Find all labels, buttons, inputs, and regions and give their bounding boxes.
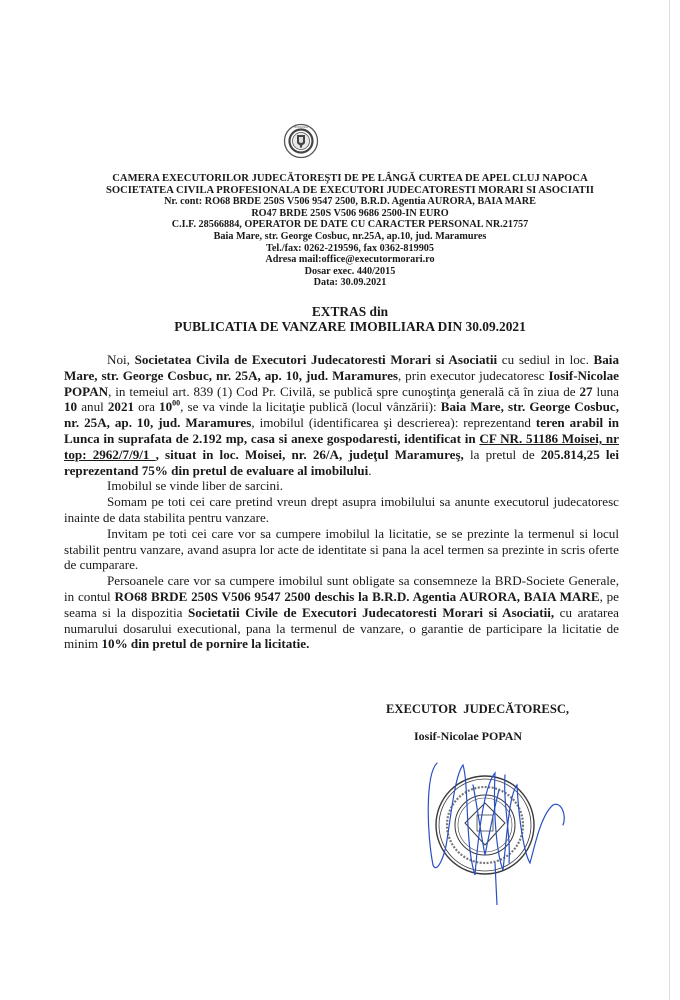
title-line-1: EXTRAS din <box>311 304 389 319</box>
letterhead-chamber: CAMERA EXECUTORILOR JUDECĂTOREŞTI DE PE LÂNGĂ CURTEA DE APEL CLUJ NAPOCA <box>112 173 588 184</box>
letterhead-date: Data: 30.09.2021 <box>313 277 387 289</box>
letterhead-address: Baia Mare, str. George Cosbuc, nr.25A, ap.10, jud. Maramures <box>213 230 487 242</box>
text: ora <box>134 399 160 415</box>
land-registry-reference: CF NR. 51186 Moisei, nr top: 2962/7/9/1 <box>64 430 619 462</box>
property-description: teren arabil in Lunca in suprafata de 2.192 mp, casa si anexe gospodaresti, identificat in <box>64 415 619 446</box>
text: , in temeiul art. 839 (1) Cod Pr. Civilă, se publică spre cunoştinţa generală că în ziua de <box>108 383 580 399</box>
paragraph-sale-notice <box>64 352 619 478</box>
sale-location: Baia Mare, str. George Cosbuc, nr. 25A, ap. 10, jud. Maramures <box>64 399 619 431</box>
sale-hour <box>159 399 180 414</box>
text: . <box>368 462 372 478</box>
document-body <box>64 352 619 652</box>
guarantee-amount: 10% din pretul de pornire la licitatie. <box>101 636 310 652</box>
letterhead-email: Adresa mail:office@executormorari.ro <box>265 254 435 266</box>
letterhead-phone: Tel./fax: 0262-219596, fax 0362-819905 <box>266 242 434 254</box>
official-stamp-with-signature-icon <box>385 745 585 905</box>
letterhead-account-ron: Nr. cont: RO68 BRDE 250S V506 9547 2500, B.R.D. Agentia AURORA, BAIA MARE <box>164 196 536 208</box>
court-emblem-seal-icon <box>283 122 319 160</box>
letterhead-case-number: Dosar exec. 440/2015 <box>304 265 396 277</box>
svg-text:ROMANIA: ROMANIA <box>293 125 309 130</box>
text: cu sediul in loc. <box>497 352 594 367</box>
title-line-2: PUBLICATIA DE VANZARE IMOBILIARA DIN 30.09.2021 <box>174 319 526 334</box>
text: , pe seama si la dispozitia <box>64 588 619 620</box>
text: , se va vinde la licitaţie publică (locul vânzării): <box>180 399 441 415</box>
paragraph-claims-notice: Somam pe toti cei care pretind vreun drept asupra imobilului sa anunte executorul judecatoresc inainte de data stabilita pentru vanzare. <box>64 494 619 525</box>
property-location: , situat in loc. Moisei, nr. 26/A, judeţul Maramureş, <box>155 446 464 462</box>
sale-day: 27 <box>579 383 593 399</box>
letterhead-cif: C.I.F. 28566884, OPERATOR DE DATE CU CARACTER PERSONAL NR.21757 <box>171 219 529 231</box>
sale-price: 205.814,25 lei reprezentand 75% din pretul de evaluare al imobilului <box>64 446 619 478</box>
bank-account: RO68 BRDE 250S V506 9547 2500 deschis la B.R.D. Agentia AURORA, BAIA MARE <box>114 588 600 604</box>
text: , prin executor judecatoresc <box>398 367 549 383</box>
sale-year: 2021 <box>107 399 135 415</box>
text: luna <box>592 383 619 399</box>
executor-name: Iosif-Nicolae POPAN <box>64 367 619 399</box>
paragraph-invitation: Invitam pe toti cei care vor sa cumpere imobilul la licitatie, se se prezinte la termenul si locul stabilit pentru vanzare, avand asupra lor acte de identitate si pana la acel termen sa prezinte in scris oferte de cumparare. <box>64 525 619 573</box>
letterhead-company: SOCIETATEA CIVILA PROFESIONALA DE EXECUTORI JUDECATORESTI MORARI SI ASOCIATII <box>105 184 594 196</box>
letterhead-account-eur: RO47 BRDE 250S V506 9686 2500-IN EURO <box>251 207 449 219</box>
company-name: Societatea Civila de Executori Judecatoresti Morari si Asociatii <box>134 352 498 367</box>
sale-month: 10 <box>64 399 78 415</box>
paragraph-free-of-encumbrances: Imobilul se vinde liber de sarcini. <box>107 478 283 494</box>
office-address: Baia Mare, str. George Cosbuc, nr. 25A, ap. 10, jud. Maramures <box>64 352 619 383</box>
signature-name: Iosif-Nicolae POPAN <box>414 729 523 743</box>
text: , imobilul (identificarea şi descrierea): reprezentand <box>251 415 536 431</box>
beneficiary: Societatii Civile de Executori Judecatoresti Morari si Asociatii, <box>187 604 555 620</box>
paragraph-guarantee <box>64 573 619 652</box>
signature-title: EXECUTOR JUDECĂTORESC, <box>386 702 570 716</box>
text: anul <box>77 399 108 415</box>
text: la pretul de <box>463 446 541 462</box>
document-title <box>60 304 640 334</box>
scan-edge-line <box>669 0 670 1000</box>
letterhead <box>60 173 640 289</box>
hour: 10 <box>159 399 173 415</box>
text: cu aratarea numarului dosarului executional, pana la termenul de vanzare, o garantie de participare la licitatie de minim <box>64 604 619 652</box>
text: Noi, <box>107 352 135 367</box>
text: Persoanele care vor sa cumpere imobilul sunt obligate sa consemneze la BRD-Societe Generale, in contul <box>64 573 619 604</box>
minutes: 00 <box>172 399 181 409</box>
